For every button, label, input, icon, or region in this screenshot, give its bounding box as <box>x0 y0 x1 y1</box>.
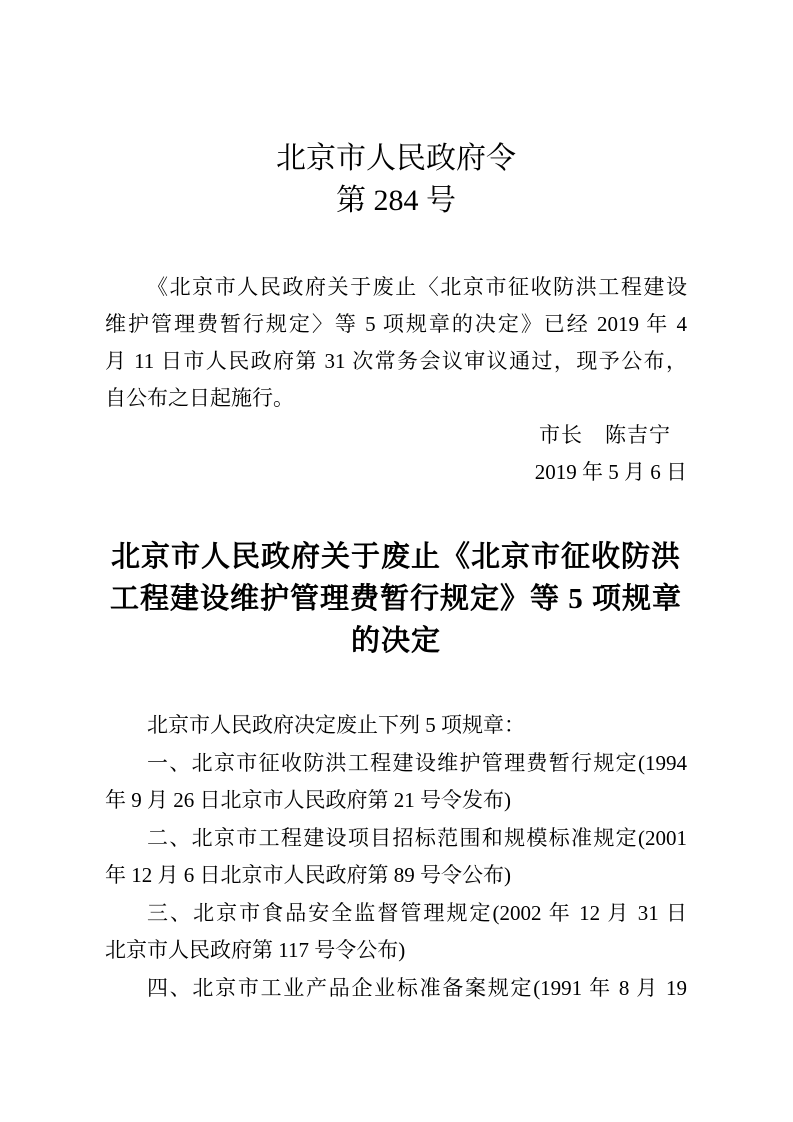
announcement-line: 自公布之日起施行。 <box>105 386 294 410</box>
order-header <box>105 138 687 222</box>
announcement-line: 《北京市人民政府关于废止〈北京市征收防洪工程建设 <box>147 275 687 299</box>
decision-body <box>105 707 687 1007</box>
order-number: 第 284 号 <box>336 184 456 217</box>
decision-title-line: 的决定 <box>350 625 441 657</box>
decision-title <box>105 536 687 662</box>
announcement-line: 月 11 日市人民政府第 31 次常务会议审议通过，现予公布， <box>105 349 687 373</box>
regulation-item-line: 二、北京市工程建设项目招标范围和规模标准规定(2001 <box>147 825 687 850</box>
regulation-item-line: 三、北京市食品安全监督管理规定(2002 年 12 月 31 日 <box>147 900 687 925</box>
regulation-item-line: 四、北京市工业产品企业标准备案规定(1991 年 8 月 19 <box>147 975 687 1000</box>
regulation-item-line: 年 9 月 26 日北京市人民政府第 21 号令发布) <box>105 788 511 812</box>
decision-title-line: 工程建设维护管理费暂行规定》等 5 项规章 <box>109 583 682 615</box>
signature-line: 市长 陈吉宁 <box>539 423 671 447</box>
content-column <box>105 0 687 1007</box>
intro-line: 北京市人民政府决定废止下列 5 项规章： <box>147 713 525 737</box>
announcement-paragraph <box>105 269 687 417</box>
order-title: 北京市人民政府令 <box>276 142 516 175</box>
regulation-item-line: 北京市人民政府第 117 号令公布) <box>105 938 406 962</box>
decision-title-line: 北京市人民政府关于废止《北京市征收防洪 <box>110 541 681 573</box>
date-line: 2019 年 5 月 6 日 <box>534 460 687 484</box>
regulation-item-line: 一、北京市征收防洪工程建设维护管理费暂行规定(1994 <box>147 750 687 775</box>
regulation-item-line: 年 12 月 6 日北京市人民政府第 89 号令公布) <box>105 863 511 887</box>
announcement-line: 维护管理费暂行规定〉等 5 项规章的决定》已经 2019 年 4 <box>105 312 687 336</box>
